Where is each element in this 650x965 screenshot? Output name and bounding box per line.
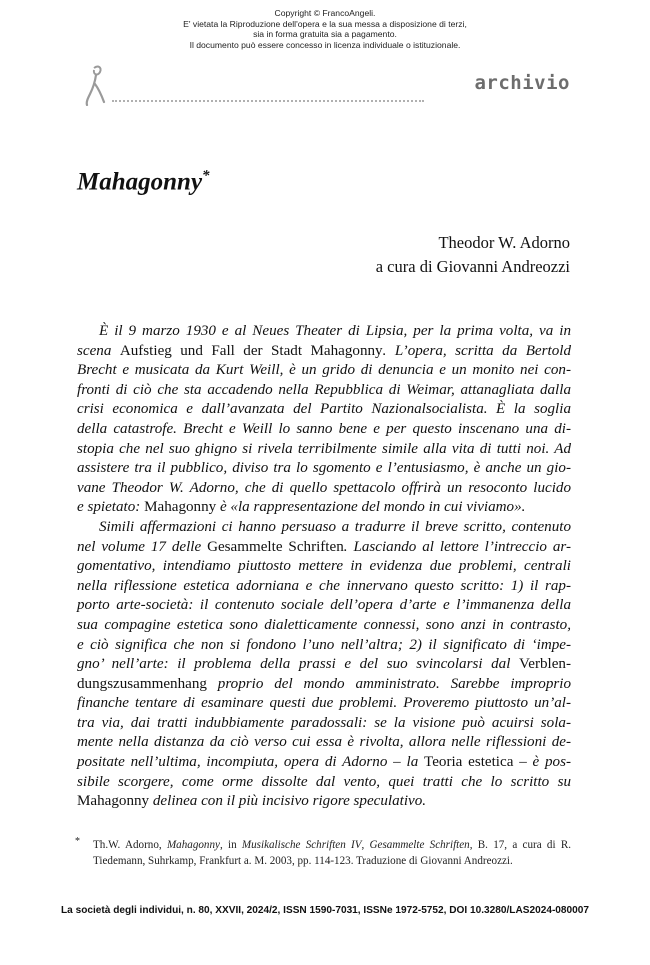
italic-text-run: Gesammelte Schriften (369, 839, 470, 851)
roman-text-run: dungszusammenhang (77, 675, 207, 692)
italic-text-run: fronti di ciò che sta accadendo nella Repubblica di Weimar, attanagliata dalla (77, 381, 571, 398)
italic-text-run: e ciò significa che non si fondono l’uno nell’altra; 2) il significato di ‘impe- (77, 636, 571, 653)
text-line (77, 381, 571, 401)
italic-text-run: proprio del mondo amministrato. Sarebbe improprio (206, 675, 571, 692)
walking-figure-icon (84, 64, 108, 106)
italic-text-run: finanche tentare di esaminare questi due problemi. Proveremo piuttosto un’al- (77, 695, 571, 712)
italic-text-run: della catastrofe. Brecht e Weill lo sanno bene e per questo inscenano una di- (77, 420, 571, 437)
text-line (77, 518, 571, 538)
text-line (77, 714, 571, 734)
text-line (77, 773, 571, 793)
text-line (77, 498, 571, 518)
text-line (93, 854, 571, 870)
text-line (77, 733, 571, 753)
italic-text-run: è «la rappresentazione del mondo in cui viviamo». (216, 499, 526, 516)
text-line (77, 342, 571, 362)
introduction-text (77, 322, 571, 812)
article-title-text: Mahagonny (77, 168, 203, 196)
italic-text-run: Musikalische Schriften IV (241, 839, 362, 851)
page-footer-citation: La società degli individui, n. 80, XXVII, 2024/2, ISSN 1590-7031, ISSNe 1972-5752, DOI 10.3280/LAS2024-080007 (61, 905, 589, 916)
roman-text-run: , (361, 839, 370, 851)
text-line (77, 440, 571, 460)
italic-text-run: – è pos- (513, 754, 572, 771)
text-line (77, 420, 571, 440)
text-line (77, 400, 571, 420)
italic-text-run: assistere tra il pubblico, diviso tra lo sgomento e l’entusiasmo, è anche un gio- (77, 460, 571, 477)
journal-section-header (84, 64, 570, 110)
paragraph (77, 518, 571, 812)
copyright-line: sia in forma gratuita sia a pagamento. (253, 29, 397, 40)
italic-text-run: crisi economica e dall’avanzata del Partito Nazionalsocialista. È la soglia (77, 401, 571, 418)
roman-text-run: , in (219, 839, 242, 851)
text-line (77, 596, 571, 616)
title-footnote-mark: * (202, 168, 210, 184)
roman-text-run: Mahagonny (144, 499, 217, 516)
roman-text-run: , B. 17, a cura di R. (469, 839, 571, 851)
italic-text-run: scena (77, 342, 120, 359)
text-line (77, 557, 571, 577)
italic-text-run: Brecht e musicata da Kurt Weill, è un grido di denuncia e un monito nei con- (77, 362, 571, 379)
header-dotted-rule (112, 100, 424, 102)
paragraph (77, 322, 571, 518)
italic-text-run: porto arte-società: il contenuto sociale dell’opera d’arte e l’immanenza della (77, 597, 571, 614)
text-line (77, 636, 571, 656)
roman-text-run: Aufstieg und Fall der Stadt Mahagonny (119, 342, 383, 359)
italic-text-run: positate nell’ultima, incompiuta, opera di Adorno – la (77, 754, 425, 771)
roman-text-run: Verblen- (519, 656, 571, 673)
text-line (77, 361, 571, 381)
footnote (77, 838, 571, 869)
text-line (77, 655, 571, 675)
italic-text-run: mente nella distanza da ciò verso cui essa è rivolta, allora nelle riflessioni de- (77, 734, 571, 751)
italic-text-run: nella riflessione estetica adorniana e che innervano questo scritto: 1) il rap- (77, 577, 571, 594)
text-line (77, 792, 571, 812)
text-line (77, 753, 571, 773)
text-line (77, 616, 571, 636)
footnote-mark: * (75, 836, 80, 847)
italic-text-run: È il 9 marzo 1930 e al Neues Theater di Lipsia, per la prima volta, va in (99, 323, 571, 339)
italic-text-run: vane Theodor W. Adorno, che di quello spettacolo offrirà un resoconto lucido (77, 479, 571, 496)
text-line (93, 838, 571, 854)
copyright-line: E' vietata la Riproduzione dell'opera e la sua messa a disposizione di terzi, (183, 18, 467, 29)
copyright-line: Il documento può essere concesso in licenza individuale o istituzionale. (189, 39, 461, 50)
italic-text-run: Mahagonny (166, 839, 220, 851)
section-label: archivio (474, 72, 570, 94)
text-line (77, 538, 571, 558)
italic-text-run: e spietato: (77, 499, 145, 516)
italic-text-run: tra via, dai tratti indubbiamente paradossali: se la visione può acuirsi sola- (77, 714, 571, 731)
text-line (77, 322, 571, 342)
footnote-text (77, 838, 571, 869)
roman-text-run: Teoria estetica (424, 754, 514, 771)
author-name: Theodor W. Adorno (438, 233, 570, 252)
roman-text-run: Gesammelte Schriften (207, 538, 344, 555)
italic-text-run: gomentativo, intendiamo piuttosto mettere in evidenza due problemi, centrali (77, 558, 571, 575)
roman-text-run: Th.W. Adorno, (93, 839, 167, 851)
text-line (77, 577, 571, 597)
italic-text-run: . Lasciando al lettore l’intreccio ar- (343, 538, 571, 555)
article-title (77, 168, 210, 196)
italic-text-run: . L’opera, scritta da Bertold (382, 342, 571, 359)
italic-text-run: stopia che nel suo ghigno si rivela terribilmente simile alla vita di tutti noi. Ad (77, 440, 571, 457)
text-line (77, 694, 571, 714)
roman-text-run: Tiedemann, Suhrkamp, Frankfurt a. M. 2003, pp. 114-123. Traduzione di Giovanni Andreozzi. (93, 854, 513, 867)
text-line (77, 459, 571, 479)
italic-text-run: gno’ nell’arte: il problema della prassi e del suo svincolarsi dal (77, 656, 520, 673)
copyright-notice (0, 8, 650, 50)
italic-text-run: delinea con il più incisivo rigore speculativo. (149, 793, 427, 810)
editor-credit: a cura di Giovanni Andreozzi (375, 257, 570, 276)
roman-text-run: Mahagonny (77, 793, 150, 810)
italic-text-run: sibile scorgere, come orme dissolte dal vento, quei tratti che lo scritto su (77, 773, 571, 790)
italic-text-run: Simili affermazioni ci hanno persuaso a tradurre il breve scritto, contenuto (99, 518, 571, 535)
italic-text-run: sua compagine estetica sono dialetticamente connessi, sono anzi in contrasto, (77, 616, 571, 633)
text-line (77, 479, 571, 499)
copyright-line: Copyright © FrancoAngeli. (274, 8, 376, 18)
italic-text-run: nel volume 17 delle (77, 538, 208, 555)
text-line (77, 675, 571, 695)
